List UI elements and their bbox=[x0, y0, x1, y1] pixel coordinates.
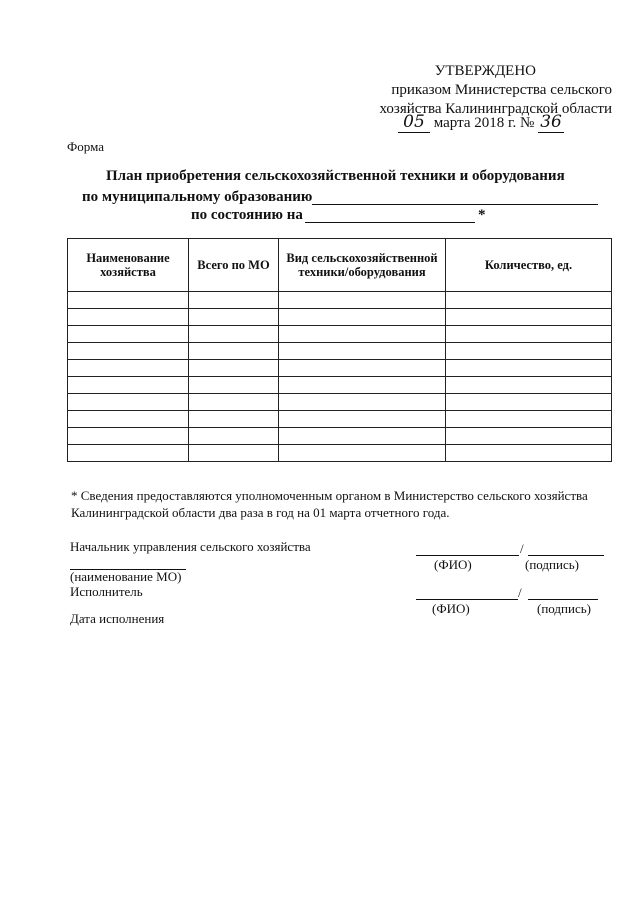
form-label: Форма bbox=[67, 139, 104, 154]
table-cell-equipment-type bbox=[279, 343, 446, 360]
table-cell-farm-name bbox=[68, 377, 189, 394]
signature-line-2 bbox=[528, 599, 598, 600]
table-cell-equipment-type bbox=[279, 394, 446, 411]
footnote-line-1: * Сведения предоставляются уполномоченным органом в Министерство сельского хозяйства bbox=[71, 488, 588, 503]
slash-1: / bbox=[520, 541, 524, 556]
table-row bbox=[68, 445, 612, 462]
table-cell-total-mo bbox=[189, 377, 279, 394]
mo-name-caption: (наименование МО) bbox=[70, 569, 182, 584]
status-label: по состоянию на bbox=[191, 207, 303, 223]
table-cell-farm-name bbox=[68, 445, 189, 462]
table-cell-quantity bbox=[446, 360, 612, 377]
approval-title: УТВЕРЖДЕНО bbox=[434, 63, 536, 79]
table-row bbox=[68, 394, 612, 411]
table-cell-quantity bbox=[446, 428, 612, 445]
fio-caption-2: (ФИО) bbox=[432, 601, 470, 616]
status-date-blank-line bbox=[305, 222, 475, 223]
table-cell-equipment-type bbox=[279, 411, 446, 428]
approval-date-line bbox=[398, 112, 564, 133]
approval-line-2: хозяйства Калининградской области bbox=[379, 101, 612, 117]
table-cell-equipment-type bbox=[279, 360, 446, 377]
document-title: План приобретения сельскохозяйственной техники и оборудования bbox=[106, 168, 565, 184]
head-of-department-label: Начальник управления сельского хозяйства bbox=[70, 539, 311, 554]
fio-line-2 bbox=[416, 599, 518, 600]
table-cell-farm-name bbox=[68, 360, 189, 377]
table-row bbox=[68, 292, 612, 309]
table-cell-equipment-type bbox=[279, 292, 446, 309]
municipality-blank-line bbox=[312, 204, 598, 205]
col-header-equipment-type: Вид сельскохозяйственной техники/оборудования bbox=[279, 239, 446, 292]
table-cell-quantity bbox=[446, 411, 612, 428]
table-cell-quantity bbox=[446, 377, 612, 394]
table-row bbox=[68, 411, 612, 428]
table-cell-quantity bbox=[446, 326, 612, 343]
table-cell-equipment-type bbox=[279, 428, 446, 445]
table-cell-total-mo bbox=[189, 445, 279, 462]
table-cell-total-mo bbox=[189, 309, 279, 326]
table-row bbox=[68, 326, 612, 343]
table-cell-total-mo bbox=[189, 394, 279, 411]
table-cell-total-mo bbox=[189, 326, 279, 343]
table-cell-farm-name bbox=[68, 292, 189, 309]
table-cell-total-mo bbox=[189, 428, 279, 445]
table-row bbox=[68, 377, 612, 394]
table-cell-quantity bbox=[446, 343, 612, 360]
table-cell-equipment-type bbox=[279, 326, 446, 343]
status-asterisk: * bbox=[478, 207, 486, 223]
table-row bbox=[68, 360, 612, 377]
table-cell-farm-name bbox=[68, 394, 189, 411]
table-cell-total-mo bbox=[189, 411, 279, 428]
approval-date-text: марта 2018 г. № bbox=[433, 115, 535, 131]
table-cell-farm-name bbox=[68, 428, 189, 445]
table-cell-farm-name bbox=[68, 411, 189, 428]
table-cell-quantity bbox=[446, 309, 612, 326]
executor-label: Исполнитель bbox=[70, 584, 143, 599]
table-cell-total-mo bbox=[189, 343, 279, 360]
handwritten-number: 36 bbox=[538, 112, 564, 133]
equipment-table bbox=[67, 238, 612, 462]
table-header-row bbox=[68, 239, 612, 292]
approval-line-1: приказом Министерства сельского bbox=[391, 82, 612, 98]
fio-line-1 bbox=[416, 555, 519, 556]
footnote-line-2: Калининградской области два раза в год на 01 марта отчетного года. bbox=[71, 505, 450, 520]
col-header-quantity: Количество, ед. bbox=[446, 239, 612, 292]
table-row bbox=[68, 343, 612, 360]
slash-2: / bbox=[518, 585, 522, 600]
table-cell-total-mo bbox=[189, 360, 279, 377]
table-cell-farm-name bbox=[68, 309, 189, 326]
signature-caption-2: (подпись) bbox=[537, 601, 591, 616]
table-cell-equipment-type bbox=[279, 445, 446, 462]
municipality-label: по муниципальному образованию bbox=[82, 189, 313, 205]
col-header-farm-name: Наименование хозяйства bbox=[68, 239, 189, 292]
handwritten-day: 05 bbox=[398, 112, 430, 133]
table-cell-quantity bbox=[446, 445, 612, 462]
table-cell-equipment-type bbox=[279, 377, 446, 394]
table-row bbox=[68, 428, 612, 445]
table-cell-equipment-type bbox=[279, 309, 446, 326]
execution-date-label: Дата исполнения bbox=[70, 611, 165, 626]
table-cell-quantity bbox=[446, 292, 612, 309]
table-row bbox=[68, 309, 612, 326]
table-cell-farm-name bbox=[68, 326, 189, 343]
table-cell-farm-name bbox=[68, 343, 189, 360]
signature-line-1 bbox=[528, 555, 604, 556]
signature-caption-1: (подпись) bbox=[525, 557, 579, 572]
table-cell-quantity bbox=[446, 394, 612, 411]
fio-caption-1: (ФИО) bbox=[434, 557, 472, 572]
table-cell-total-mo bbox=[189, 292, 279, 309]
col-header-total-mo: Всего по МО bbox=[189, 239, 279, 292]
